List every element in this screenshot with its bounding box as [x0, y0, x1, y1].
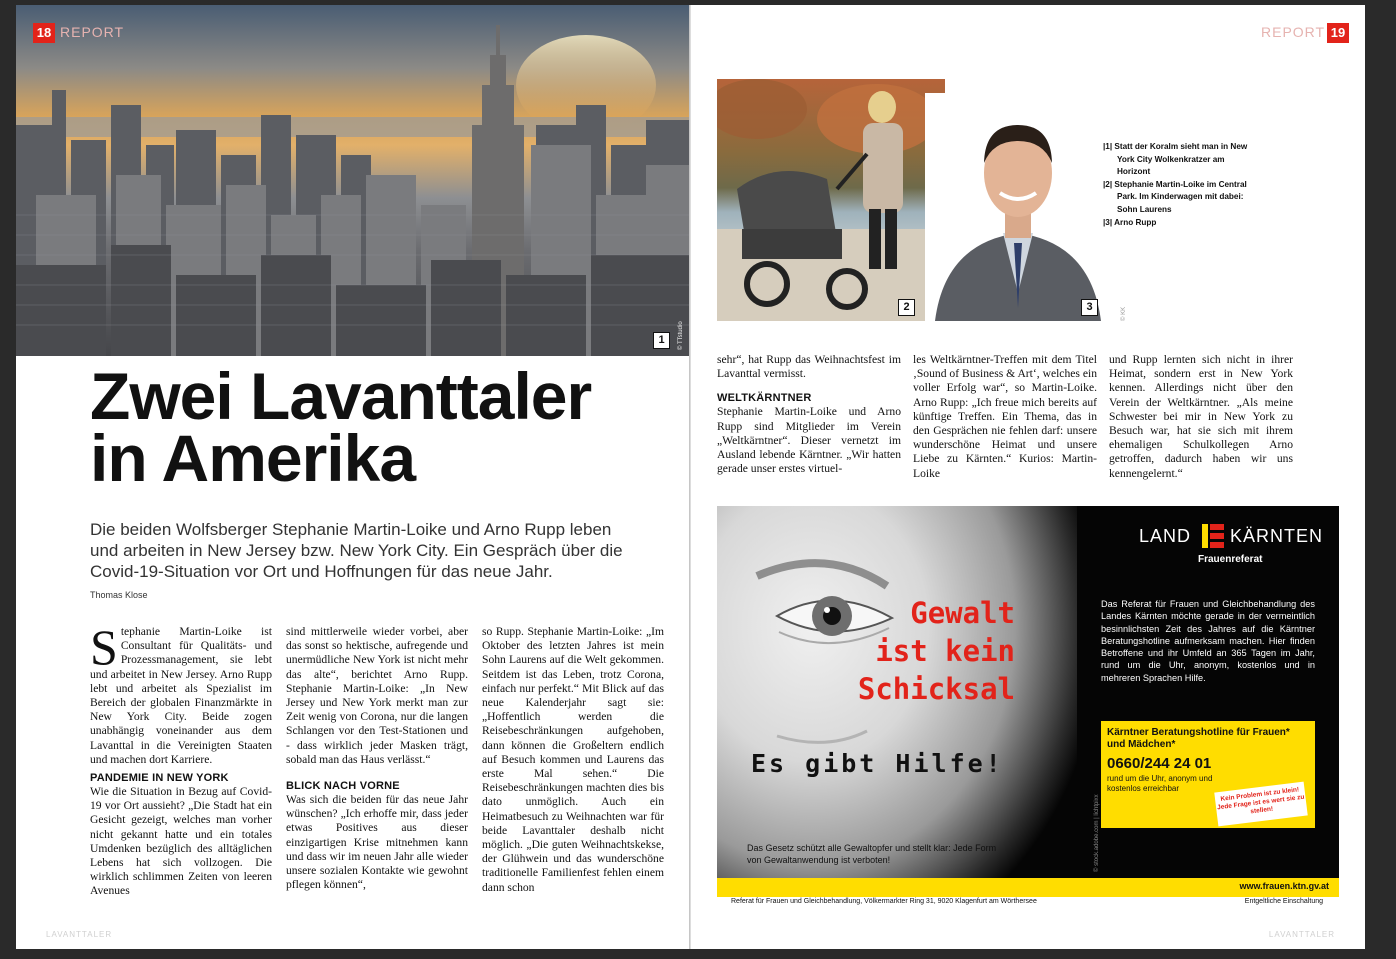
land-kaernten-logo-icon	[1202, 524, 1224, 548]
rcol2-paragraph-1: les Weltkärntner-Treffen mit dem Titel ‚Sound of Business & Art‘, welches ein voller Erfolg war“, so Martin-Loike. Arno Rupp: „Ich freue mich bereits auf künftige Treffen. Ein Thema, das in den Gesprächen nie fehlen darf: unsere wunderschöne Heimat und unsere Liebe zu Kärnten.“ Kurios: Martin-Loike	[913, 353, 1097, 480]
right-column-2	[913, 353, 1097, 481]
subheading-weltkaerntner: WELTKÄRNTNER	[717, 392, 812, 405]
caption-1: |1| Statt der Koralm sieht man in New York City Wolkenkratzer am Horizont	[1103, 142, 1248, 177]
ad-url-bar	[717, 878, 1339, 897]
ad-image-credit: © stock.adobe.com | lichtpixx	[1094, 794, 1100, 872]
right-column-3	[1109, 353, 1293, 481]
photo-credit-right: © KK	[1121, 306, 1127, 321]
article-column-1	[90, 619, 272, 899]
ad-url-link[interactable]: www.frauen.ktn.gv.at	[1239, 881, 1329, 891]
rcol3-paragraph-1: und Rupp lernten sich nicht in ihrer Heimat, sondern erst in New York kennen. Allerdings nicht über den Verein der Weltkärntner. „Als meine Schwester bei mir in New York zu Besuch war, hat sie sich mit ihrem ehemaligen Schulkollegen Arno getroffen, dadurch haben wir uns kennengelernt.“	[1109, 353, 1293, 480]
ad-slogan	[735, 594, 1015, 708]
col2-paragraph-2: Was sich die beiden für das neue Jahr wünschen? „Ich erhoffe mir, dass jeder etwas Positives aus dieser einzigartigen Krise mitnehmen kann und dass wir im neuen Jahr alle wieder unsere sozialen Kontakte wie gewohnt pflegen können“,	[286, 793, 468, 892]
running-head-right: REPORT	[1261, 24, 1326, 40]
photo-credit: © TTstudio	[678, 321, 684, 350]
portrait-photo	[925, 93, 1111, 321]
hotline-title: Kärntner Beratungshotline für Frauen* und Mädchen*	[1107, 727, 1290, 750]
article-column-3	[482, 625, 664, 895]
skyline-illustration	[16, 5, 689, 356]
ad-help-text: Es gibt Hilfe!	[751, 749, 1004, 778]
new-york-skyline-photo	[16, 5, 689, 356]
photo-number-1: 1	[653, 332, 670, 349]
article-column-2	[286, 625, 468, 892]
hotline-sticker: Kein Problem ist zu klein! Jede Frage ist es wert sie zu stellen!	[1214, 782, 1307, 827]
running-head-left: REPORT	[60, 24, 125, 40]
photo-captions	[1103, 141, 1253, 229]
slogan-line-2: ist kein Schicksal	[857, 634, 1015, 706]
ad-footer-address: Referat für Frauen und Gleichbehandlung, Völkermarkter Ring 31, 9020 Klagenfurt am Wörthersee	[731, 898, 1037, 905]
subheading-pandemie: PANDEMIE IN NEW YORK	[90, 772, 229, 785]
hotline-subtext: rund um die Uhr, anonym und kostenlos erreichbar	[1107, 774, 1213, 793]
department-label: Frauenreferat	[1198, 554, 1263, 565]
col2-paragraph-1: sind mittlerweile wieder vorbei, aber das sonst so hektische, aufregende und unermüdliche New York ist nicht mehr das alte“, berichtet Arno Rupp. Stephanie Martin-Loike: „In New Jersey und New York merkt man zur Zeit wenig von Corona, nur die langen Schlangen vor den Test-Stationen und - dass wirklich jeder Masken trägt, sobald man das Haus verlässt.“	[286, 625, 468, 766]
col1-paragraph-1: tephanie Martin-Loike ist Consultant für Qualitäts- und Prozessmanagement, sie lebt und arbeitet in New Jersey. Arno Rupp lebt und arbeitet als Spezialist im Bereich der globalen Finanzmärkte in New York City. Beide zogen unabhängig voneinander aus dem Lavanttal in die Vereinigten Staaten und machen dort Karriere.	[90, 625, 272, 766]
col1-paragraph-2: Wie die Situation in Bezug auf Covid-19 vor Ort aussieht? „Die Stadt hat ein Gesicht gezeigt, welches man vorher nicht gekannt hatte und ein totales Umdenken bezüglich des alltäglichen Lebens hat sich vollzogen. Die wirklich schlimmen Zeiten von leeren Avenues	[90, 785, 272, 898]
footer-right: LAVANTTALER	[1268, 930, 1335, 939]
page-number-right: 19	[1327, 23, 1349, 43]
author-byline: Thomas Klose	[90, 590, 148, 600]
headline-line-2: in Amerika	[90, 421, 416, 495]
ad-footer-paid: Entgeltliche Einschaltung	[1244, 898, 1323, 905]
drop-cap: S	[90, 619, 118, 675]
brand-land: LAND	[1139, 526, 1192, 546]
hotline-box	[1101, 721, 1315, 828]
right-column-1	[717, 353, 901, 476]
footer-left: LAVANTTALER	[46, 930, 113, 939]
frauenreferat-advertisement	[717, 506, 1339, 897]
right-page	[691, 5, 1365, 949]
page-number-left: 18	[33, 23, 55, 43]
caption-3: |3| Arno Rupp	[1103, 217, 1157, 227]
central-park-photo	[717, 79, 945, 321]
ad-body-text: Das Referat für Frauen und Gleichbehandlung des Landes Kärnten möchte gerade in der vermeintlich besinnlichsten Zeit des Jahres auf die Kärntner Beratungshotline aufmerksam machen. Hier finden Betroffene und ihr Umfeld an 365 Tagen im Jahr, rund um die Uhr, anonym, kostenlos und in mehreren Sprachen Hilfe.	[1101, 599, 1315, 683]
caption-2: |2| Stephanie Martin-Loike im Central Park. Im Kinderwagen mit dabei: Sohn Laurens	[1103, 179, 1247, 214]
man-portrait-illustration	[925, 93, 1111, 321]
slogan-line-1: Gewalt	[910, 596, 1015, 630]
rcol1-paragraph-1: sehr“, hat Rupp das Weihnachtsfest im Lavanttal vermisst.	[717, 353, 901, 381]
col3-paragraph-1: so Rupp. Stephanie Martin-Loike: „Im Oktober des letzten Jahres ist mein Sohn Laurens auf die Welt gekommen. Seitdem ist das Leben, trotz Corona, einfach nur perfekt.“ Mit Blick auf das neue Kalenderjahr sagt sie: „Hoffentlich werden die Reisebeschränkungen aufgehoben, dann können die Großeltern endlich auf Besuch kommen und Laurens das erste Mal sehen.“ Die Reisebeschränkungen machten dies bis dato unmöglich. Auch ein Heimatbesuch zu Weihnachten war für beide Lavanttaler deshalb nicht möglich. „Die guten Weihnachtskekse, der Glühwein und das wunderschöne traditionelle Familienfest fehlen einem dann schon	[482, 625, 664, 894]
headline	[90, 359, 670, 495]
photo-number-3: 3	[1081, 299, 1098, 316]
rcol1-paragraph-2: Stephanie Martin-Loike und Arno Rupp sind Mitglieder im Verein „Weltkärntner“. Dieser vernetzt im Ausland lebende Kärntner. „Wir hatten gerade unser erstes virtuel-	[717, 405, 901, 476]
woman-with-stroller-illustration	[717, 79, 945, 321]
photo-number-2: 2	[898, 299, 915, 316]
subheading-blick-nach-vorne: BLICK NACH VORNE	[286, 780, 400, 793]
headline-line-1: Zwei Lavanttaler	[90, 359, 592, 433]
intro-text: Die beiden Wolfsberger Stephanie Martin-Loike und Arno Rupp leben und arbeiten in New Jersey bzw. New York City. Ein Gespräch über die Covid-19-Situation vor Ort und Hoffnungen für das neue Jahr.	[90, 520, 623, 581]
brand-kaernten: KÄRNTEN	[1230, 526, 1324, 546]
hotline-number: 0660/244 24 01	[1107, 755, 1212, 772]
left-page	[16, 5, 689, 949]
ad-law-text: Das Gesetz schützt alle Gewaltopfer und stellt klar: Jede Form von Gewaltanwendung ist verboten!	[747, 843, 997, 865]
